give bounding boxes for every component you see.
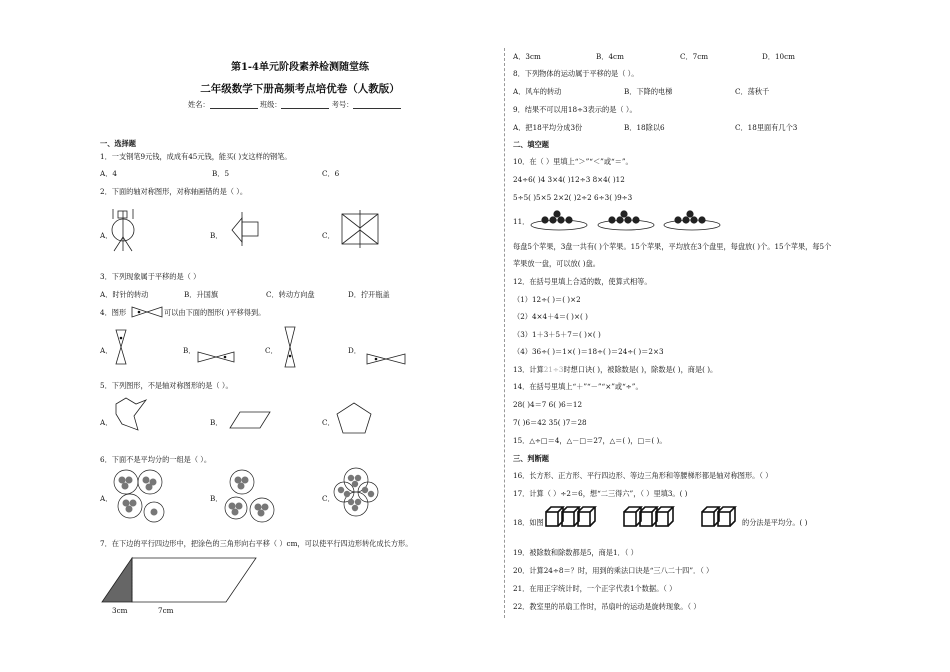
q8-option-c: C．荡秋千 bbox=[735, 87, 770, 96]
q6-option-c: C． bbox=[322, 494, 335, 503]
question-11-line-1: 每盘5个苹果，3盘一共有( )个苹果。15个苹果，平均放在3个盘里，每盘放( )个。15个苹果，每5个 bbox=[513, 242, 832, 251]
class-label: 班级： bbox=[259, 100, 282, 109]
column-divider bbox=[504, 48, 505, 618]
apple-plate-icon bbox=[662, 208, 722, 232]
section-judge-heading: 三、判断题 bbox=[513, 454, 549, 463]
q4-bowtie-icon bbox=[130, 305, 164, 319]
number-label: 考号： bbox=[331, 100, 354, 109]
q7-parallelogram-figure bbox=[98, 554, 258, 606]
q8-option-a: A．风车的转动 bbox=[513, 87, 562, 96]
question-22: 22．教室里的吊扇工作时，吊扇叶的运动是旋转现象。（ ） bbox=[513, 602, 701, 611]
q3-option-a: A．时针的转动 bbox=[100, 290, 149, 299]
q14-row-1: 28( )4＝7 6( )6＝12 bbox=[513, 400, 583, 409]
exam-title: 第1-4单元阶段素养检测随堂练 bbox=[230, 62, 370, 73]
question-14: 14．在括号里填上“＋”“－”“×”或“÷”。 bbox=[513, 382, 643, 391]
q7-label-7cm: 7cm bbox=[158, 606, 174, 615]
q2-option-c: C． bbox=[322, 231, 335, 240]
question-10: 10．在（ ）里填上“＞”“＜”或“＝”。 bbox=[513, 157, 633, 166]
question-16: 16．长方形、正方形、平行四边形、等边三角形和等腰梯形都是轴对称图形。（ ） bbox=[513, 471, 773, 480]
section-fill-heading: 二、填空题 bbox=[513, 140, 549, 149]
question-7: 7．在下边的平行四边形中，把涂色的三角形向右平移（ ）cm，可以使平行四边形转化成长方形。 bbox=[100, 539, 413, 548]
q10-row-2: 5÷5( )5×5 2×2( )2÷2 6÷3( )9÷3 bbox=[513, 193, 633, 202]
q4-figure-b-icon bbox=[196, 350, 236, 364]
q2-option-b: B． bbox=[210, 231, 223, 240]
q4-option-a: A． bbox=[100, 346, 113, 355]
class-field[interactable] bbox=[281, 102, 329, 109]
question-2: 2．下面的轴对称图形，对称轴画错的是（ ）。 bbox=[100, 187, 248, 196]
question-12: 12．在括号里填上合适的数，使算式相等。 bbox=[513, 277, 652, 286]
question-18-start: 18．如图 bbox=[513, 518, 544, 527]
q6-group-c-icon bbox=[332, 466, 380, 526]
q13-expression: 21÷3 bbox=[543, 365, 564, 374]
q6-group-b-icon bbox=[222, 468, 282, 526]
q10-row-1: 24÷6( )4 3×4( )12÷3 8×4( )12 bbox=[513, 175, 625, 184]
question-6: 6．下面不是平均分的一组是（ ）。 bbox=[100, 455, 212, 464]
q3-option-c: C．转动方向盘 bbox=[266, 290, 315, 299]
question-15: 15．△÷□＝4，△－□＝27，△＝( )，□＝( )。 bbox=[513, 436, 667, 445]
q7-label-3cm: 3cm bbox=[112, 606, 128, 615]
section-choice-heading: 一、选择题 bbox=[100, 139, 136, 148]
q5-parallelogram-icon bbox=[228, 408, 272, 432]
q1-option-b: B．5 bbox=[212, 169, 230, 178]
q7-option-d: D．10cm bbox=[762, 52, 795, 61]
q8-option-b: B．下降的电梯 bbox=[624, 87, 673, 96]
q6-option-a: A． bbox=[100, 494, 113, 503]
student-info-row bbox=[188, 100, 401, 109]
q12-line-1: （1）12÷( )＝( )×2 bbox=[513, 295, 581, 304]
apple-plate-icon bbox=[596, 208, 656, 232]
name-label: 姓名： bbox=[188, 100, 210, 109]
question-11-number: 11． bbox=[513, 217, 530, 226]
q3-option-d: D．拧开瓶盖 bbox=[348, 290, 390, 299]
q7-option-a: A．3cm bbox=[513, 52, 541, 61]
q12-line-2: （2）4×4＋4＝( )×( ) bbox=[513, 312, 588, 321]
name-field[interactable] bbox=[210, 102, 258, 109]
q7-option-c: C．7cm bbox=[680, 52, 709, 61]
q1-option-a: A．4 bbox=[100, 169, 117, 178]
question-3: 3．下列现象属于平移的是（ ） bbox=[100, 272, 201, 281]
q4-figure-d-icon bbox=[365, 352, 407, 366]
q13-prefix: 13．计算 bbox=[513, 365, 544, 374]
question-1: 1．一支钢笔9元钱，成成有45元钱，能买( )支这样的钢笔。 bbox=[100, 152, 292, 161]
question-8: 8．下列物体的运动属于平移的是（ ）。 bbox=[513, 69, 639, 78]
question-19: 19．被除数和除数都是5，商是1．（ ） bbox=[513, 548, 638, 557]
exam-subtitle: 二年级数学下册高频考点培优卷（人教版） bbox=[200, 83, 400, 95]
question-21: 21．在用正字统计时，一个正字代表1个数据。（ ） bbox=[513, 584, 677, 593]
q4-figure-c-icon bbox=[283, 325, 297, 369]
question-5: 5．下列图形，不是轴对称图形的是（ ）。 bbox=[100, 381, 233, 390]
q6-group-a-icon bbox=[112, 468, 168, 526]
q9-option-b: B．18除以6 bbox=[624, 123, 665, 132]
question-17: 17．计算（ ）÷2＝6，想“二三得六”，（ ）里填3。( ) bbox=[513, 489, 688, 498]
q9-option-c: C．18里面有几个3 bbox=[735, 123, 798, 132]
apple-plate-icon bbox=[529, 208, 589, 232]
question-4-end: 可以由下面的图形( )平移得到。 bbox=[164, 308, 266, 317]
q5-option-b: B． bbox=[210, 418, 223, 427]
q5-option-c: C． bbox=[322, 418, 335, 427]
q5-option-a: A． bbox=[100, 418, 113, 427]
question-9: 9．结果不可以用18÷3表示的是（ ）。 bbox=[513, 105, 637, 114]
q12-line-4: （4）36÷( )＝1×( )＝18÷( )＝24÷( )＝2×3 bbox=[513, 347, 664, 356]
q6-option-b: B． bbox=[210, 494, 223, 503]
q13-suffix: 时想口诀( )，被除数是( )，除数是( )，商是( )。 bbox=[563, 365, 718, 374]
q9-option-a: A．把18平均分成3份 bbox=[513, 123, 583, 132]
q2-figure-a-icon bbox=[108, 207, 148, 255]
q5-irregular-shape-icon bbox=[112, 396, 148, 434]
q4-option-d: D． bbox=[348, 346, 361, 355]
q12-line-3: （3）1＋3＋5＋7＝( )×( ) bbox=[513, 330, 601, 339]
q18-cubes-figure bbox=[544, 506, 744, 530]
number-field[interactable] bbox=[353, 102, 401, 109]
q2-figure-c-icon bbox=[338, 208, 382, 248]
q4-option-c: C． bbox=[265, 346, 278, 355]
q1-option-c: C．6 bbox=[322, 169, 340, 178]
q5-pentagon-icon bbox=[334, 400, 374, 436]
question-11-line-2: 苹果放一盘，可以放( )盘。 bbox=[513, 259, 600, 268]
q4-option-b: B． bbox=[183, 346, 196, 355]
q2-figure-b-icon bbox=[228, 210, 268, 250]
q2-option-a: A． bbox=[100, 231, 113, 240]
question-13 bbox=[513, 365, 717, 374]
q14-row-2: 7( )6＝42 35( )7＝28 bbox=[513, 418, 587, 427]
question-18-end: 的分法是平均分。( ) bbox=[742, 518, 808, 527]
q4-figure-a-icon bbox=[114, 328, 128, 366]
question-20: 20．计算24÷8＝？时，用到的乘法口诀是“三八二十四”．（ ） bbox=[513, 566, 714, 575]
q7-option-b: B．4cm bbox=[596, 52, 624, 61]
question-4-start: 4．图形 bbox=[100, 308, 127, 317]
q3-option-b: B．升国旗 bbox=[184, 290, 219, 299]
